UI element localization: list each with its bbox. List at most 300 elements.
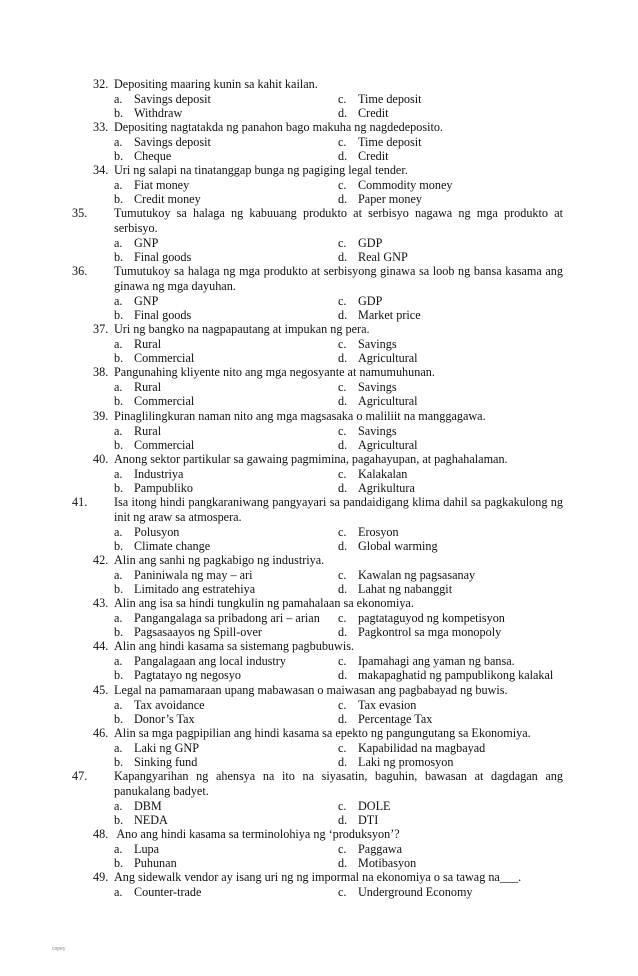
option-text: Laki ng promosyon (358, 755, 454, 770)
option-row (93, 611, 563, 625)
answer-option (338, 539, 438, 554)
option-letter: b. (114, 481, 124, 496)
answer-option (338, 654, 515, 669)
option-text: Commercial (134, 351, 195, 366)
option-letter: d. (338, 813, 348, 828)
option-letter: b. (114, 308, 124, 323)
answer-option (114, 842, 159, 857)
question-stem-line (93, 639, 563, 654)
answer-option (114, 192, 201, 207)
option-letter: c. (338, 611, 347, 625)
question-number: 32. (93, 77, 109, 91)
option-row (93, 525, 563, 539)
option-row (93, 755, 563, 769)
answer-option (114, 424, 161, 439)
question-stem-line (93, 683, 563, 698)
answer-option (114, 106, 182, 121)
option-text: Underground Economy (358, 885, 473, 899)
option-letter: a. (114, 611, 123, 625)
answer-option (114, 611, 320, 626)
option-text: Savings deposit (134, 92, 211, 106)
question-item (93, 409, 563, 452)
option-letter: a. (114, 842, 123, 856)
option-letter: b. (114, 712, 124, 727)
option-letter: d. (338, 712, 348, 727)
option-letter: a. (114, 741, 123, 755)
answer-option (338, 308, 421, 323)
option-text: Savings (358, 380, 397, 394)
answer-option (338, 135, 422, 150)
question-number: 41. (72, 495, 88, 509)
option-text: Puhunan (134, 856, 177, 871)
option-letter: a. (114, 467, 123, 481)
question-text: Depositing maaring kunin sa kahit kailan. (114, 77, 318, 91)
question-stem-line (72, 769, 563, 799)
question-stem-line (72, 495, 563, 525)
option-text: Savings deposit (134, 135, 211, 149)
option-letter: b. (114, 755, 124, 770)
question-text: Tumutukoy sa halaga ng mga produkto at serbisyong ginawa sa loob ng bansa kasama ang ginawa ng mga dayuhan. (114, 264, 563, 293)
answer-option (338, 625, 501, 640)
question-number: 45. (93, 683, 109, 697)
answer-option (114, 337, 161, 352)
option-row (93, 625, 563, 639)
answer-option (114, 712, 195, 727)
option-letter: c. (338, 380, 347, 394)
question-item (93, 452, 563, 495)
option-letter: d. (338, 149, 348, 164)
option-text: Ipamahagi ang yaman ng bansa. (358, 654, 515, 668)
answer-option (114, 654, 286, 669)
option-text: Lahat ng nabanggit (358, 582, 453, 597)
option-text: makapaghatid ng pampublikong kalakal (358, 668, 554, 683)
option-text: Polusyon (134, 525, 180, 539)
option-letter: b. (114, 106, 124, 121)
question-number: 39. (93, 409, 109, 423)
option-text: DOLE (358, 799, 391, 813)
question-stem-line (93, 163, 563, 178)
answer-option (338, 568, 475, 583)
question-stem-line (93, 870, 563, 885)
option-text: DBM (134, 799, 162, 813)
option-letter: d. (338, 250, 348, 265)
answer-option (338, 467, 407, 482)
option-text: Tax evasion (358, 698, 417, 712)
option-row (93, 539, 563, 553)
option-text: pagtataguyod ng kompetisyon (358, 611, 505, 625)
question-item (72, 264, 563, 323)
answer-option (338, 611, 505, 626)
question-text: Anong sektor partikular sa gawaing pagmimina, pagahayupan, at paghahalaman. (114, 452, 508, 466)
question-text: Legal na pamamaraan upang mabawasan o maiwasan ang pagbabayad ng buwis. (114, 683, 508, 697)
answer-option (338, 799, 391, 814)
option-text: Time deposit (358, 92, 422, 106)
option-letter: a. (114, 654, 123, 668)
option-letter: b. (114, 668, 124, 683)
option-letter: b. (114, 539, 124, 554)
question-text: Alin sa mga pagpipilian ang hindi kasama sa epekto ng pangungutang sa Ekonomiya. (114, 726, 531, 740)
option-text: Lupa (134, 842, 160, 856)
question-item (72, 206, 563, 265)
option-text: Final goods (134, 308, 192, 323)
question-stem-line (93, 553, 563, 568)
option-letter: a. (114, 337, 123, 351)
option-text: Pagkontrol sa mga monopoly (358, 625, 502, 640)
option-letter: b. (114, 250, 124, 265)
option-text: Credit (358, 106, 389, 121)
answer-option (338, 178, 452, 193)
option-text: Real GNP (358, 250, 408, 265)
option-text: Cheque (134, 149, 172, 164)
question-number: 37. (93, 322, 109, 336)
question-number: 40. (93, 452, 109, 466)
answer-option (114, 755, 197, 770)
answer-option (338, 149, 388, 164)
option-row (93, 813, 563, 827)
option-text: Paggawa (358, 842, 402, 856)
answer-option (114, 582, 255, 597)
answer-option (114, 149, 171, 164)
question-stem-line (93, 409, 563, 424)
answer-option (338, 755, 453, 770)
option-text: NEDA (134, 813, 168, 828)
option-text: Pangangalaga sa pribadong ari – arian (134, 611, 320, 625)
question-item (72, 769, 563, 828)
option-text: Laki ng GNP (134, 741, 199, 755)
answer-option (114, 135, 211, 150)
option-text: Agricultural (358, 394, 418, 409)
option-letter: a. (114, 799, 123, 813)
option-letter: a. (114, 568, 123, 582)
question-item (93, 639, 563, 682)
option-row (93, 842, 563, 856)
option-row (93, 351, 563, 365)
question-item (93, 322, 563, 365)
question-text: Alin ang hindi kasama sa sistemang pagbubuwis. (114, 639, 354, 653)
answer-option (114, 698, 205, 713)
answer-option (114, 380, 161, 395)
option-row (93, 236, 563, 250)
option-letter: d. (338, 438, 348, 453)
question-number: 38. (93, 365, 109, 379)
option-text: DTI (358, 813, 379, 828)
option-letter: d. (338, 856, 348, 871)
option-letter: d. (338, 539, 348, 554)
answer-option (338, 337, 397, 352)
option-row (93, 106, 563, 120)
option-row (93, 698, 563, 712)
option-row (93, 294, 563, 308)
option-text: Commodity money (358, 178, 453, 192)
option-text: Savings (358, 424, 397, 438)
question-text: Depositing nagtatakda ng panahon bago makuha ng nagdedeposito. (114, 120, 443, 134)
answer-option (338, 236, 382, 251)
answer-option (338, 351, 418, 366)
question-stem-line (93, 365, 563, 380)
option-text: Rural (134, 380, 162, 394)
question-text: Ang sidewalk vendor ay isang uri ng ng impormal na ekonomiya o sa tawag na___. (114, 870, 522, 884)
option-letter: d. (338, 755, 348, 770)
option-letter: c. (338, 294, 347, 308)
answer-option (114, 178, 189, 193)
option-letter: a. (114, 698, 123, 712)
answer-option (114, 308, 191, 323)
question-number: 33. (93, 120, 109, 134)
question-text: Pinaglilingkuran naman nito ang mga magsasaka o maliliit na manggagawa. (114, 409, 486, 423)
option-letter: d. (338, 351, 348, 366)
option-row (93, 467, 563, 481)
option-row (93, 438, 563, 452)
question-item (93, 365, 563, 408)
option-text: Tax avoidance (134, 698, 205, 712)
answer-option (114, 799, 162, 814)
answer-option (114, 741, 199, 756)
answer-option (114, 539, 210, 554)
option-letter: d. (338, 192, 348, 207)
option-text: GDP (358, 294, 383, 308)
option-letter: c. (338, 698, 347, 712)
question-stem-line (93, 77, 563, 92)
question-text: Alin ang isa sa hindi tungkulin ng pamahalaan sa ekonomiya. (114, 596, 414, 610)
option-row (93, 337, 563, 351)
question-number: 49. (93, 870, 109, 884)
answer-option (338, 424, 397, 439)
question-number: 48. (93, 827, 109, 841)
option-text: Paniniwala ng may – ari (134, 568, 253, 582)
option-letter: d. (338, 668, 348, 683)
answer-option (114, 467, 183, 482)
option-letter: c. (338, 842, 347, 856)
question-text: Isa itong hindi pangkaraniwang pangyayari sa pandaidigang klima dahil sa pagkakulong ng init ng araw sa atmospera. (114, 495, 563, 524)
option-text: Pagtatayo ng negosyo (134, 668, 241, 683)
question-stem-line (93, 322, 563, 337)
answer-option (338, 481, 415, 496)
answer-option (338, 668, 553, 683)
answer-option (338, 856, 416, 871)
option-text: Agricultural (358, 351, 418, 366)
answer-option (114, 625, 262, 640)
question-number: 44. (93, 639, 109, 653)
option-text: Limitado ang estratehiya (134, 582, 256, 597)
answer-option (114, 481, 193, 496)
option-text: Rural (134, 424, 162, 438)
option-letter: c. (338, 885, 347, 899)
option-text: GNP (134, 294, 159, 308)
option-row (93, 799, 563, 813)
option-letter: d. (338, 625, 348, 640)
option-letter: b. (114, 192, 124, 207)
option-text: Savings (358, 337, 397, 351)
option-row (93, 192, 563, 206)
option-text: Paper money (358, 192, 422, 207)
question-number: 46. (93, 726, 109, 740)
question-text: Ano ang hindi kasama sa terminolohiya ng ‘produksyon’? (114, 827, 400, 841)
answer-option (338, 394, 418, 409)
option-row (93, 856, 563, 870)
option-text: Erosyon (358, 525, 399, 539)
option-letter: a. (114, 424, 123, 438)
question-number: 43. (93, 596, 109, 610)
option-text: Climate change (134, 539, 211, 554)
option-row (93, 668, 563, 682)
option-letter: a. (114, 92, 123, 106)
answer-option (338, 813, 378, 828)
option-letter: b. (114, 856, 124, 871)
option-text: Industriya (134, 467, 184, 481)
option-row (93, 149, 563, 163)
answer-option (114, 351, 194, 366)
question-item (93, 683, 563, 726)
option-letter: c. (338, 799, 347, 813)
answer-option (114, 568, 252, 583)
answer-option (338, 698, 416, 713)
question-text: Kapangyarihan ng ahensya na ito na siyasatin, baguhin, bawasan at dagdagan ang panukalang badyet. (114, 769, 563, 798)
option-letter: c. (338, 568, 347, 582)
answer-option (338, 582, 452, 597)
question-item (93, 120, 563, 163)
option-letter: c. (338, 337, 347, 351)
option-text: Credit (358, 149, 389, 164)
option-letter: a. (114, 380, 123, 394)
option-letter: c. (338, 135, 347, 149)
question-item (93, 77, 563, 120)
answer-option (114, 92, 211, 107)
option-row (93, 741, 563, 755)
answer-option (338, 192, 422, 207)
answer-option (114, 525, 179, 540)
answer-option (114, 394, 194, 409)
question-number: 36. (72, 264, 88, 278)
option-row (93, 481, 563, 495)
option-letter: b. (114, 438, 124, 453)
option-text: Pampubliko (134, 481, 193, 496)
option-letter: b. (114, 351, 124, 366)
answer-option (114, 885, 201, 900)
option-letter: a. (114, 135, 123, 149)
option-text: Pangalagaan ang local industry (134, 654, 286, 668)
question-text: Uri ng bangko na nagpapautang at impukan ng pera. (114, 322, 370, 336)
question-text: Uri ng salapi na tinatanggap bunga ng pagiging legal tender. (114, 163, 408, 177)
option-row (93, 424, 563, 438)
option-letter: b. (114, 813, 124, 828)
option-letter: b. (114, 582, 124, 597)
question-item (93, 870, 563, 899)
question-stem-line (93, 596, 563, 611)
option-letter: a. (114, 178, 123, 192)
question-number: 42. (93, 553, 109, 567)
answer-option (114, 438, 194, 453)
answer-option (338, 106, 388, 121)
answer-option (338, 525, 399, 540)
option-letter: d. (338, 106, 348, 121)
option-letter: d. (338, 582, 348, 597)
option-letter: c. (338, 654, 347, 668)
option-text: Final goods (134, 250, 192, 265)
option-letter: b. (114, 625, 124, 640)
option-row (93, 568, 563, 582)
option-text: Motibasyon (358, 856, 417, 871)
option-letter: c. (338, 467, 347, 481)
option-row (93, 394, 563, 408)
question-stem-line (93, 452, 563, 467)
option-text: GDP (358, 236, 383, 250)
option-letter: a. (114, 236, 123, 250)
option-text: Counter-trade (134, 885, 202, 899)
answer-option (114, 856, 177, 871)
option-text: Market price (358, 308, 421, 323)
option-letter: c. (338, 236, 347, 250)
option-text: Percentage Tax (358, 712, 433, 727)
option-row (93, 92, 563, 106)
question-text: Pangunahing kliyente nito ang mga negosyante at namumuhunan. (114, 365, 435, 379)
option-letter: d. (338, 308, 348, 323)
option-text: Donor’s Tax (134, 712, 195, 727)
option-text: Credit money (134, 192, 201, 207)
option-letter: c. (338, 424, 347, 438)
option-text: Fiat money (134, 178, 190, 192)
option-letter: c. (338, 178, 347, 192)
question-item (93, 726, 563, 769)
option-text: Agrikultura (358, 481, 415, 496)
option-letter: b. (114, 394, 124, 409)
footer-mark: copey (52, 946, 66, 952)
option-text: Rural (134, 337, 162, 351)
question-number: 34. (93, 163, 109, 177)
question-stem-line (72, 264, 563, 294)
option-row (93, 250, 563, 264)
answer-option (338, 842, 402, 857)
option-text: Commercial (134, 438, 195, 453)
option-text: Agricultural (358, 438, 418, 453)
option-letter: d. (338, 481, 348, 496)
option-text: Kapabilidad na magbayad (358, 741, 486, 755)
option-letter: c. (338, 92, 347, 106)
option-row (93, 308, 563, 322)
option-row (93, 380, 563, 394)
option-letter: a. (114, 294, 123, 308)
answer-option (114, 250, 191, 265)
question-item (93, 553, 563, 596)
option-letter: a. (114, 885, 123, 899)
option-text: Withdraw (134, 106, 183, 121)
answer-option (114, 813, 168, 828)
answer-option (338, 92, 422, 107)
option-text: GNP (134, 236, 159, 250)
answer-option (338, 250, 408, 265)
option-text: Commercial (134, 394, 195, 409)
option-letter: b. (114, 149, 124, 164)
question-item (93, 596, 563, 639)
option-text: Time deposit (358, 135, 422, 149)
option-text: Pagsasaayos ng Spill-over (134, 625, 262, 640)
option-letter: c. (338, 525, 347, 539)
option-row (93, 654, 563, 668)
answer-option (338, 885, 473, 900)
option-text: Kalakalan (358, 467, 408, 481)
question-item (72, 495, 563, 554)
answer-option (338, 741, 485, 756)
answer-option (338, 380, 397, 395)
option-row (93, 135, 563, 149)
question-number: 47. (72, 769, 88, 783)
option-letter: a. (114, 525, 123, 539)
question-item (93, 827, 563, 870)
option-row (93, 885, 563, 899)
answer-option (338, 712, 432, 727)
option-text: Kawalan ng pagsasanay (358, 568, 476, 582)
option-letter: d. (338, 394, 348, 409)
option-row (93, 178, 563, 192)
